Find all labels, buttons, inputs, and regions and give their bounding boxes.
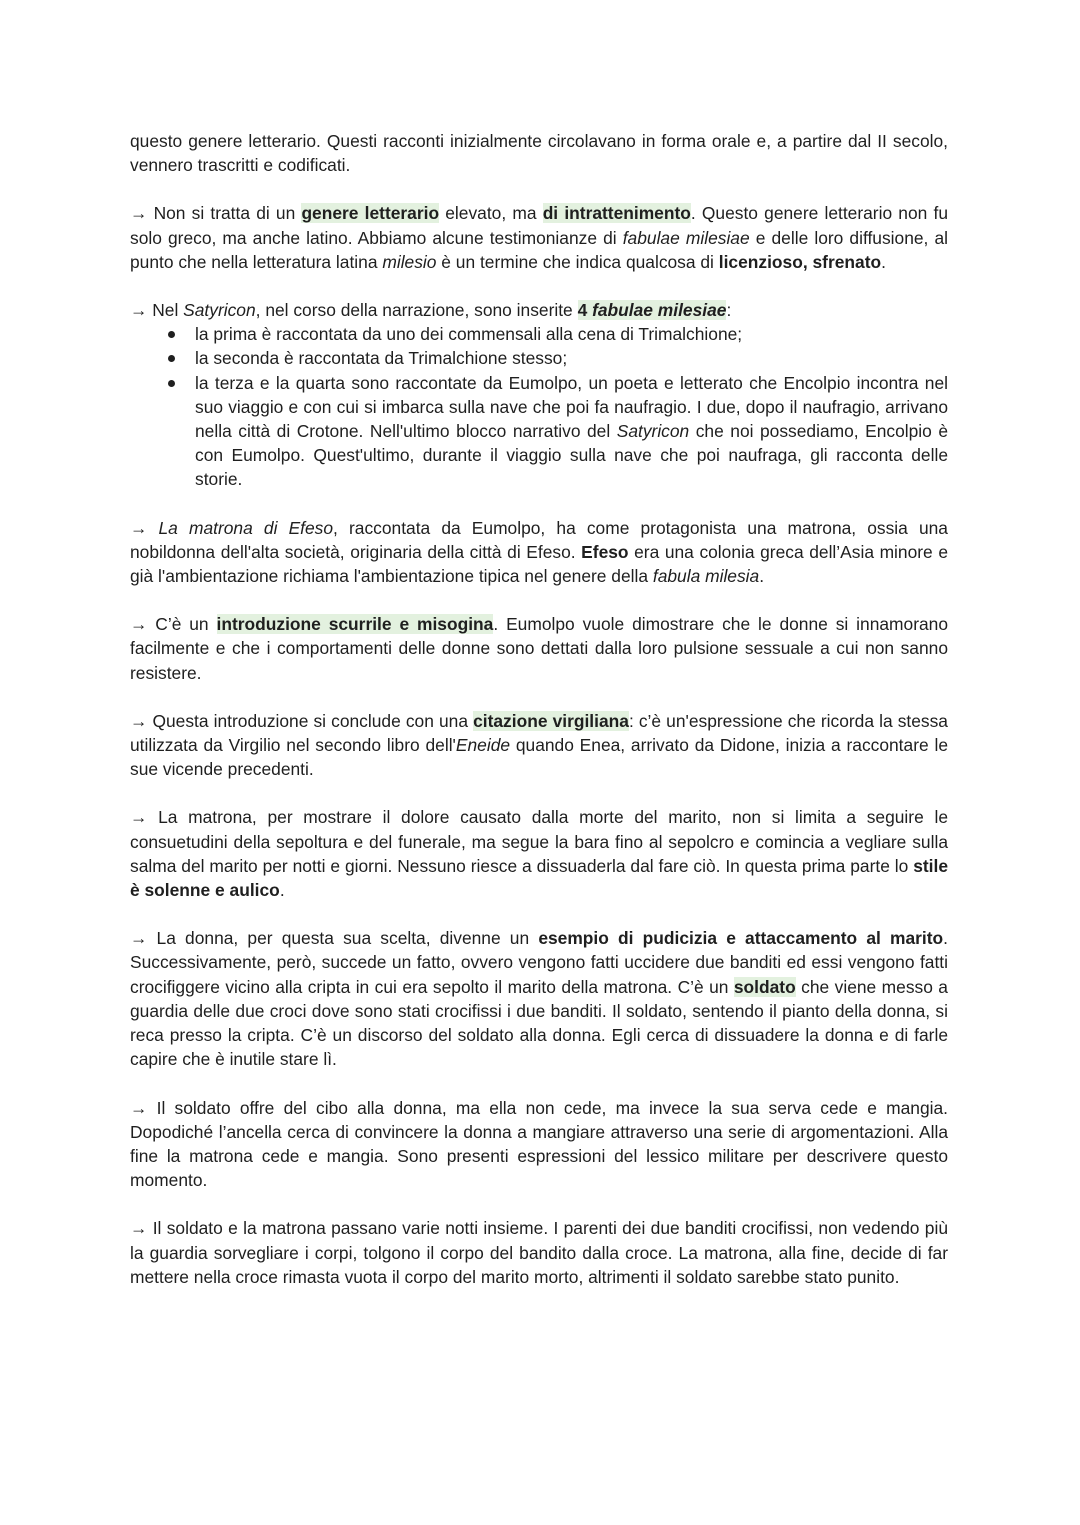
highlight-4-fabulae: 4 fabulae milesiae <box>577 300 727 321</box>
highlight-introduzione-scurrile: introduzione scurrile e misogina <box>216 614 494 635</box>
paragraph-finale: → Il soldato e la matrona passano varie notti insieme. I parenti dei due banditi crocifissi, non vedendo più la guardia sorvegliare i corpi, tolgono il corpo del bandito dalla croce. La matrona, alla fine, decide di far mettere nella croce rimasta vuota il corpo del marito morto, altrimenti il soldato sarebbe stato punito. <box>130 1218 948 1287</box>
bold-licenzioso: licenzioso, sfrenato <box>718 251 882 272</box>
highlight-intrattenimento: di intrattenimento <box>542 203 691 224</box>
paragraph-matrona-efeso: → La matrona di Efeso, raccontata da Eumolpo, ha come protagonista una matrona, ossia una nobildonna dell'alta società, originaria della città di Efeso. Efeso era una colonia greca dell’Asia minore e già l'ambientazione richiama l'ambientazione tipica nel genere della fabula milesia. <box>130 517 948 587</box>
highlight-genere-letterario: genere letterario <box>301 203 440 224</box>
paragraph-genre: → Non si tratta di un genere letterario elevato, ma di intrattenimento. Questo genere letterario non fu solo greco, ma anche latino. Abbiamo alcune testimonianze di fabulae milesiae e delle loro diffusione, al punto che nella letteratura latina milesio è un termine che indica qualcosa di licenzioso, sfrenato. <box>130 203 949 272</box>
paragraph-intro-continuation: questo genere letterario. Questi racconti inizialmente circolavano in forma orale e, a partire dal II secolo, vennero trascritti e codificati. <box>130 131 948 176</box>
list-item: la seconda è raccontata da Trimalchione stesso; <box>130 346 948 370</box>
highlight-citazione-virgiliana: citazione virgiliana <box>473 710 629 731</box>
paragraph-introduzione: → C’è un introduzione scurrile e misogina. Eumolpo vuole dimostrare che le donne si innamorano facilmente e che i comportamenti delle donne sono dettati dalla loro pulsione sessuale a cui non sanno resistere. <box>130 614 949 683</box>
document-page <box>130 129 948 1313</box>
highlight-soldato: soldato <box>733 976 796 997</box>
fabulae-list <box>130 322 948 491</box>
list-item: la prima è raccontata da uno dei commensali alla cena di Trimalchione; <box>130 322 948 346</box>
list-item: la terza e la quarta sono raccontate da Eumolpo, un poeta e letterato che Encolpio incontra nel suo viaggio e con cui si imbarca sulla nave che poi fa naufragio. I due, dopo il naufragio, arrivano nella città di Crotone. Nell'ultimo blocco narrativo del Satyricon che noi possediamo, Encolpio è con Eumolpo. Quest'ultimo, durante il viaggio sulla nave che poi naufraga, gli racconta delle storie. <box>130 371 948 492</box>
paragraph-cibo: → Il soldato offre del cibo alla donna, ma ella non cede, ma invece la sua serva cede e mangia. Dopodiché l’ancella cerca di convincere la donna a mangiare attraverso una serie di argomentazioni. Alla fine la matrona cede e mangia. Sono presenti espressioni del lessico militare per descrivere questo momento. <box>130 1097 948 1191</box>
paragraph-satyricon-fabulae: → Nel Satyricon, nel corso della narrazione, sono inserite 4 fabulae milesiae: <box>130 300 732 321</box>
paragraph-dolore: → La matrona, per mostrare il dolore causato dalla morte del marito, non si limita a seguire le consuetudini della sepoltura e del funerale, ma segue la bara fino al sepolcro e comincia a vegliare sulla salma del marito per notti e giorni. Nessuno riesce a dissuaderla dal fare ciò. In questa prima parte lo stile è solenne e aulico. <box>130 807 948 901</box>
paragraph-citazione: → Questa introduzione si conclude con una citazione virgiliana: c’è un'espressione che ricorda la stessa utilizzata da Virgilio nel secondo libro dell'Eneide quando Enea, arrivato da Didone, inizia a raccontare le sue vicende precedenti. <box>130 710 948 780</box>
paragraph-soldato: → La donna, per questa sua scelta, divenne un esempio di pudicizia e attaccamento al marito. Successivamente, però, succede un fatto, ovvero vengono fatti uccidere due banditi ed essi vengono fatti crocifiggere vicino alla cripta in cui era sepolto il marito della matrona. C’è un soldato che viene messo a guardia delle due croci dove sono stati crocifissi i due banditi. Il soldato, sentendo il pianto della donna, si reca presso la cripta. C’è un discorso del soldato alla donna. Egli cerca di dissuadere la donna e di farle capire che è inutile stare lì. <box>130 928 948 1070</box>
